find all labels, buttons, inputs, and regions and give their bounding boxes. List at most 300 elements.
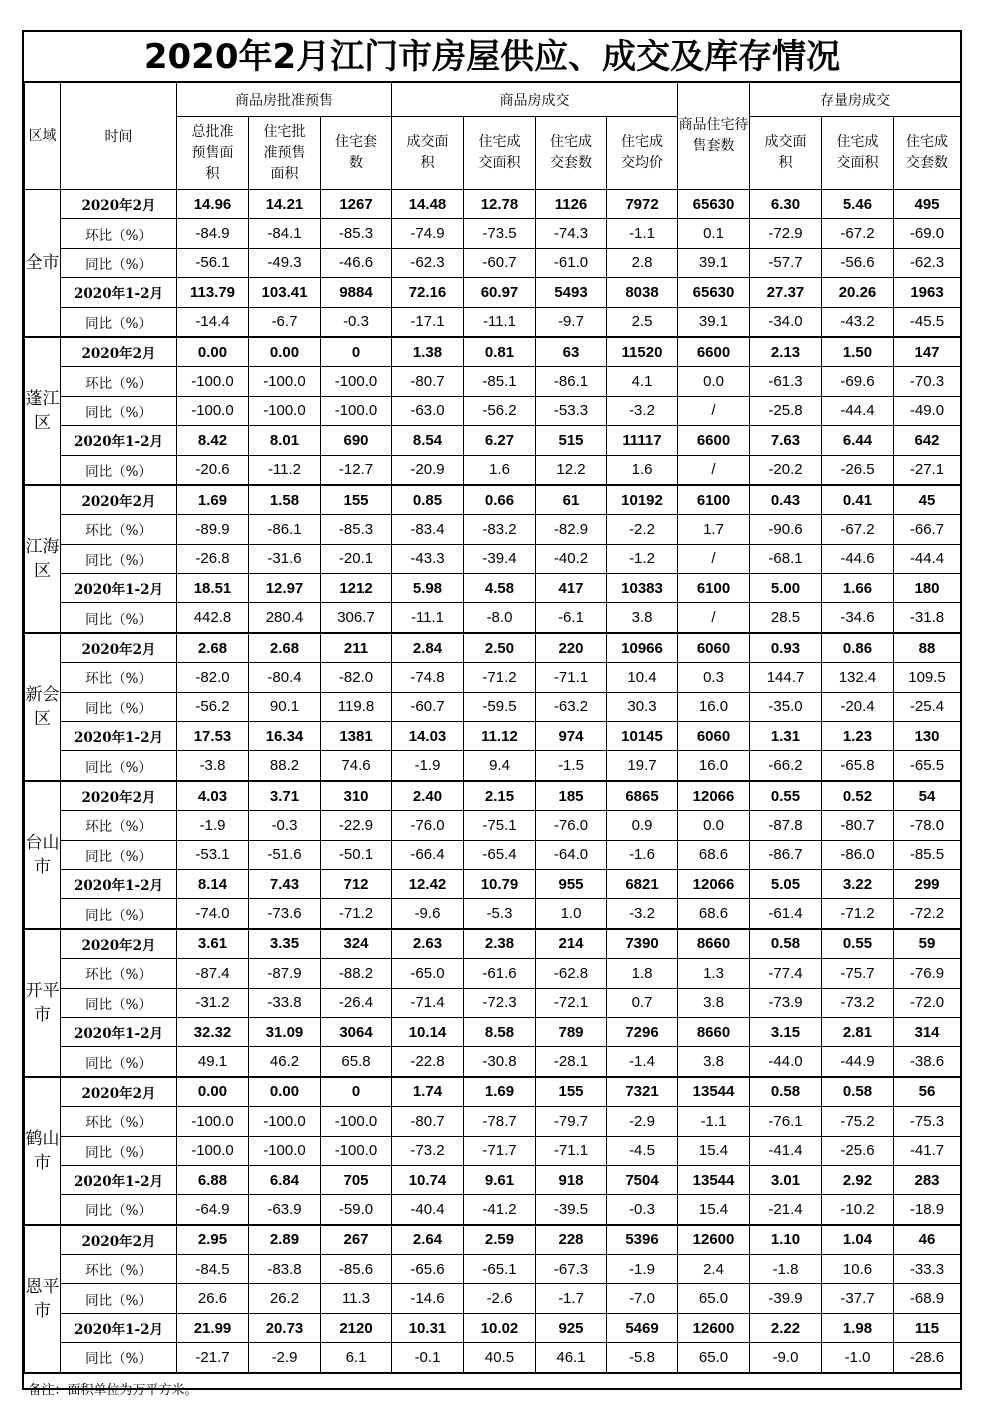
table-cell: -51.6 [249, 840, 321, 869]
table-cell: 9884 [321, 278, 392, 307]
table-cell: -61.6 [464, 959, 536, 988]
period-label: 2020年2月 [61, 781, 177, 811]
report-frame [22, 30, 962, 1399]
table-cell: -59.5 [464, 692, 536, 721]
table-cell: 2120 [321, 1313, 392, 1342]
header-col-9: 住宅成交套数 [894, 117, 961, 190]
table-cell: 214 [536, 929, 607, 959]
table-cell: -11.1 [392, 603, 464, 633]
table-cell: -44.4 [822, 396, 894, 425]
region-name: 江海区 [25, 485, 61, 633]
table-cell: 56 [894, 1077, 961, 1107]
table-cell: 1.66 [822, 574, 894, 603]
table-cell: -62.3 [894, 248, 961, 277]
table-cell: 27.37 [750, 278, 822, 307]
header-col-2: 住宅套数 [321, 117, 392, 190]
table-cell: 59 [894, 929, 961, 959]
table-cell: 10.14 [392, 1017, 464, 1046]
table-cell: 6060 [678, 722, 750, 751]
table-cell: 13544 [678, 1165, 750, 1194]
table-cell: -76.0 [392, 811, 464, 840]
table-cell: 0.1 [678, 219, 750, 248]
table-cell: 74.6 [321, 751, 392, 781]
table-cell: 0.85 [392, 485, 464, 515]
table-cell: 0.66 [464, 485, 536, 515]
table-cell: 6100 [678, 485, 750, 515]
table-row [25, 959, 961, 988]
table-cell: 324 [321, 929, 392, 959]
table-cell: -76.0 [536, 811, 607, 840]
table-cell: -86.1 [536, 367, 607, 396]
table-cell: -1.8 [750, 1255, 822, 1284]
table-cell: 8660 [678, 1017, 750, 1046]
table-cell: 10.6 [822, 1255, 894, 1284]
table-cell: 16.0 [678, 692, 750, 721]
period-label: 2020年1-2月 [61, 869, 177, 898]
table-cell: -41.4 [750, 1136, 822, 1165]
table-cell: 2.5 [607, 307, 678, 337]
table-cell: -67.2 [822, 515, 894, 544]
table-cell: 10.79 [464, 869, 536, 898]
table-cell: -74.3 [536, 219, 607, 248]
table-row [25, 485, 961, 515]
table-cell: 39.1 [678, 248, 750, 277]
table-cell: -74.8 [392, 663, 464, 692]
table-cell: 6600 [678, 426, 750, 455]
table-cell: 0.7 [607, 988, 678, 1017]
table-cell: 1126 [536, 190, 607, 219]
table-row [25, 899, 961, 929]
table-cell: 2.84 [392, 633, 464, 663]
table-cell: 417 [536, 574, 607, 603]
table-cell: 54 [894, 781, 961, 811]
table-row [25, 1225, 961, 1255]
period-label: 同比（%） [61, 692, 177, 721]
header-col-5: 住宅成交套数 [536, 117, 607, 190]
table-cell: -2.9 [607, 1107, 678, 1136]
table-cell: 4.1 [607, 367, 678, 396]
period-label: 环比（%） [61, 515, 177, 544]
table-cell: 0 [321, 1077, 392, 1107]
table-row [25, 1047, 961, 1077]
header-region: 区域 [25, 83, 61, 190]
table-row [25, 190, 961, 219]
table-cell: -67.2 [822, 219, 894, 248]
table-row [25, 1284, 961, 1313]
table-cell: -100.0 [321, 1136, 392, 1165]
header-col-6: 住宅成交均价 [607, 117, 678, 190]
table-cell: -6.7 [249, 307, 321, 337]
table-cell: -43.3 [392, 544, 464, 573]
table-cell: 7390 [607, 929, 678, 959]
table-cell: -0.3 [321, 307, 392, 337]
region-name: 恩平市 [25, 1225, 61, 1373]
table-cell: -85.1 [464, 367, 536, 396]
table-row [25, 248, 961, 277]
period-label: 同比（%） [61, 840, 177, 869]
table-cell: 0.58 [822, 1077, 894, 1107]
table-cell: -100.0 [249, 1136, 321, 1165]
table-cell: -9.0 [750, 1343, 822, 1373]
table-cell: -65.4 [464, 840, 536, 869]
footnote: 备注：面积单位为万平方米。 [28, 1383, 198, 1399]
table-cell: -72.3 [464, 988, 536, 1017]
period-label: 同比（%） [61, 988, 177, 1017]
table-row [25, 515, 961, 544]
table-cell: -39.9 [750, 1284, 822, 1313]
table-cell: -75.3 [894, 1107, 961, 1136]
table-cell: 1381 [321, 722, 392, 751]
table-cell: -68.9 [894, 1284, 961, 1313]
table-cell: -82.0 [321, 663, 392, 692]
period-label: 同比（%） [61, 603, 177, 633]
table-row [25, 367, 961, 396]
table-cell: -80.7 [392, 367, 464, 396]
table-cell: -80.7 [822, 811, 894, 840]
table-cell: -0.3 [249, 811, 321, 840]
table-cell: 1.50 [822, 337, 894, 367]
table-cell: -27.1 [894, 455, 961, 485]
table-cell: 220 [536, 633, 607, 663]
table-cell: 21.99 [177, 1313, 249, 1342]
table-cell: -69.0 [894, 219, 961, 248]
table-cell: -2.9 [249, 1343, 321, 1373]
table-cell: 1.98 [822, 1313, 894, 1342]
table-cell: -26.5 [822, 455, 894, 485]
period-label: 环比（%） [61, 1107, 177, 1136]
table-cell: -71.4 [392, 988, 464, 1017]
table-cell: -85.5 [894, 840, 961, 869]
table-cell: 14.21 [249, 190, 321, 219]
header-col-0: 总批准预售面积 [177, 117, 249, 190]
table-cell: / [678, 396, 750, 425]
table-cell: 185 [536, 781, 607, 811]
table-cell: 2.22 [750, 1313, 822, 1342]
table-cell: -73.6 [249, 899, 321, 929]
table-cell: 90.1 [249, 692, 321, 721]
table-cell: 2.68 [249, 633, 321, 663]
table-row [25, 1343, 961, 1373]
table-cell: 3.35 [249, 929, 321, 959]
table-cell: 1.6 [607, 455, 678, 485]
table-cell: 12.2 [536, 455, 607, 485]
table-cell: -2.2 [607, 515, 678, 544]
table-cell: / [678, 603, 750, 633]
table-cell: -11.2 [249, 455, 321, 485]
region-name: 新会区 [25, 633, 61, 781]
table-cell: -62.3 [392, 248, 464, 277]
table-row [25, 929, 961, 959]
period-label: 2020年1-2月 [61, 1313, 177, 1342]
table-cell: -85.3 [321, 515, 392, 544]
table-cell: -71.1 [536, 663, 607, 692]
table-cell: -86.7 [750, 840, 822, 869]
header-col-1: 住宅批准预售面积 [249, 117, 321, 190]
table-cell: -50.1 [321, 840, 392, 869]
table-cell: -71.2 [321, 899, 392, 929]
table-cell: 642 [894, 426, 961, 455]
table-row [25, 1165, 961, 1194]
table-cell: -61.3 [750, 367, 822, 396]
table-cell: 280.4 [249, 603, 321, 633]
table-cell: -69.6 [822, 367, 894, 396]
table-cell: 2.95 [177, 1225, 249, 1255]
table-cell: -7.0 [607, 1284, 678, 1313]
table-cell: 442.8 [177, 603, 249, 633]
table-cell: 8.01 [249, 426, 321, 455]
table-cell: 14.03 [392, 722, 464, 751]
table-cell: 11.12 [464, 722, 536, 751]
table-cell: 65630 [678, 190, 750, 219]
table-cell: 12600 [678, 1225, 750, 1255]
table-cell: -60.7 [464, 248, 536, 277]
table-cell: 8038 [607, 278, 678, 307]
table-cell: 45 [894, 485, 961, 515]
table-cell: 0.81 [464, 337, 536, 367]
table-cell: -26.4 [321, 988, 392, 1017]
table-row [25, 1255, 961, 1284]
note-row [25, 1373, 961, 1404]
table-cell: -64.9 [177, 1195, 249, 1225]
table-cell: 0.00 [177, 1077, 249, 1107]
table-cell: 144.7 [750, 663, 822, 692]
table-row [25, 663, 961, 692]
table-cell: 11520 [607, 337, 678, 367]
period-label: 同比（%） [61, 1195, 177, 1225]
table-row [25, 722, 961, 751]
table-cell: 6600 [678, 337, 750, 367]
table-cell: 72.16 [392, 278, 464, 307]
table-cell: -73.9 [750, 988, 822, 1017]
table-cell: 88 [894, 633, 961, 663]
table-cell: 28.5 [750, 603, 822, 633]
table-cell: -100.0 [321, 1107, 392, 1136]
table-cell: 2.89 [249, 1225, 321, 1255]
table-cell: 20.73 [249, 1313, 321, 1342]
period-label: 2020年2月 [61, 633, 177, 663]
table-cell: 8.54 [392, 426, 464, 455]
period-label: 同比（%） [61, 1343, 177, 1373]
table-cell: 1963 [894, 278, 961, 307]
table-cell: -56.6 [822, 248, 894, 277]
table-cell: 955 [536, 869, 607, 898]
table-cell: 3.15 [750, 1017, 822, 1046]
table-cell: 7972 [607, 190, 678, 219]
table-cell: -88.2 [321, 959, 392, 988]
table-cell: -39.4 [464, 544, 536, 573]
table-cell: 6.84 [249, 1165, 321, 1194]
region-name: 台山市 [25, 781, 61, 929]
table-cell: -64.0 [536, 840, 607, 869]
table-cell: -34.6 [822, 603, 894, 633]
table-cell: -53.1 [177, 840, 249, 869]
table-cell: -84.5 [177, 1255, 249, 1284]
table-cell: -84.9 [177, 219, 249, 248]
table-cell: 103.41 [249, 278, 321, 307]
table-cell: 26.6 [177, 1284, 249, 1313]
table-cell: 4.03 [177, 781, 249, 811]
table-cell: -85.6 [321, 1255, 392, 1284]
table-cell: 0.58 [750, 929, 822, 959]
table-cell: -28.6 [894, 1343, 961, 1373]
header-col-7: 成交面积 [750, 117, 822, 190]
table-cell: -45.5 [894, 307, 961, 337]
table-cell: -34.0 [750, 307, 822, 337]
table-cell: 2.81 [822, 1017, 894, 1046]
table-cell: 65.0 [678, 1343, 750, 1373]
table-cell: 6060 [678, 633, 750, 663]
table-cell: 2.68 [177, 633, 249, 663]
region-name: 全市 [25, 190, 61, 337]
table-cell: 9.61 [464, 1165, 536, 1194]
period-label: 2020年1-2月 [61, 1017, 177, 1046]
table-cell: -63.9 [249, 1195, 321, 1225]
table-cell: 918 [536, 1165, 607, 1194]
table-cell: -14.4 [177, 307, 249, 337]
table-cell: -1.5 [536, 751, 607, 781]
table-row [25, 1136, 961, 1165]
table-cell: -44.0 [750, 1047, 822, 1077]
table-cell: 2.59 [464, 1225, 536, 1255]
table-cell: 10.31 [392, 1313, 464, 1342]
period-label: 环比（%） [61, 1255, 177, 1284]
period-label: 2020年2月 [61, 1225, 177, 1255]
period-label: 同比（%） [61, 396, 177, 425]
table-cell: 314 [894, 1017, 961, 1046]
table-cell: 132.4 [822, 663, 894, 692]
table-cell: 690 [321, 426, 392, 455]
period-label: 2020年1-2月 [61, 574, 177, 603]
table-cell: 2.4 [678, 1255, 750, 1284]
table-cell: -22.8 [392, 1047, 464, 1077]
period-label: 2020年2月 [61, 1077, 177, 1107]
table-cell: 113.79 [177, 278, 249, 307]
table-cell: 14.48 [392, 190, 464, 219]
table-cell: -22.9 [321, 811, 392, 840]
table-cell: 1267 [321, 190, 392, 219]
table-cell: -61.0 [536, 248, 607, 277]
table-row [25, 396, 961, 425]
table-cell: -3.2 [607, 396, 678, 425]
table-cell: -59.0 [321, 1195, 392, 1225]
period-label: 环比（%） [61, 219, 177, 248]
table-cell: 1.58 [249, 485, 321, 515]
table-cell: 88.2 [249, 751, 321, 781]
table-cell: -46.6 [321, 248, 392, 277]
table-cell: 6.27 [464, 426, 536, 455]
table-cell: -9.7 [536, 307, 607, 337]
table-cell: -71.1 [536, 1136, 607, 1165]
period-label: 环比（%） [61, 811, 177, 840]
table-cell: 1.74 [392, 1077, 464, 1107]
header-col-4: 住宅成交面积 [464, 117, 536, 190]
table-row [25, 603, 961, 633]
table-cell: -28.1 [536, 1047, 607, 1077]
table-cell: 10192 [607, 485, 678, 515]
table-cell: -1.4 [607, 1047, 678, 1077]
table-cell: 10966 [607, 633, 678, 663]
table-cell: 8.14 [177, 869, 249, 898]
period-label: 同比（%） [61, 751, 177, 781]
table-row [25, 1313, 961, 1342]
table-cell: 1.7 [678, 515, 750, 544]
table-cell: -11.1 [464, 307, 536, 337]
period-label: 同比（%） [61, 1047, 177, 1077]
period-label: 同比（%） [61, 248, 177, 277]
table-cell: 68.6 [678, 899, 750, 929]
table-cell: 155 [321, 485, 392, 515]
table-cell: 7321 [607, 1077, 678, 1107]
table-row [25, 574, 961, 603]
table-cell: 40.5 [464, 1343, 536, 1373]
table-cell: -12.7 [321, 455, 392, 485]
table-cell: -40.2 [536, 544, 607, 573]
table-cell: 6.44 [822, 426, 894, 455]
table-cell: -100.0 [177, 396, 249, 425]
period-label: 2020年1-2月 [61, 1165, 177, 1194]
table-cell: 1.0 [536, 899, 607, 929]
table-cell: 267 [321, 1225, 392, 1255]
table-row [25, 426, 961, 455]
table-cell: 0.00 [249, 1077, 321, 1107]
table-cell: 5.98 [392, 574, 464, 603]
table-cell: 211 [321, 633, 392, 663]
region-name: 蓬江区 [25, 337, 61, 485]
table-cell: -100.0 [321, 396, 392, 425]
period-label: 同比（%） [61, 1136, 177, 1165]
table-cell: -82.9 [536, 515, 607, 544]
table-cell: 11.3 [321, 1284, 392, 1313]
table-cell: 1.38 [392, 337, 464, 367]
period-label: 2020年2月 [61, 337, 177, 367]
table-cell: 13544 [678, 1077, 750, 1107]
table-cell: -5.8 [607, 1343, 678, 1373]
region-name: 开平市 [25, 929, 61, 1077]
table-cell: -40.4 [392, 1195, 464, 1225]
table-cell: -85.3 [321, 219, 392, 248]
table-cell: -83.4 [392, 515, 464, 544]
header-col-3: 成交面积 [392, 117, 464, 190]
table-cell: 5469 [607, 1313, 678, 1342]
table-row [25, 692, 961, 721]
table-cell: 32.32 [177, 1017, 249, 1046]
table-cell: 3.61 [177, 929, 249, 959]
table-cell: -67.3 [536, 1255, 607, 1284]
table-cell: 6821 [607, 869, 678, 898]
table-cell: 12.97 [249, 574, 321, 603]
table-cell: 130 [894, 722, 961, 751]
period-label: 环比（%） [61, 959, 177, 988]
table-cell: -63.0 [392, 396, 464, 425]
period-label: 2020年2月 [61, 485, 177, 515]
table-cell: -33.3 [894, 1255, 961, 1284]
table-cell: -1.9 [607, 1255, 678, 1284]
table-cell: 65630 [678, 278, 750, 307]
table-cell: 5.46 [822, 190, 894, 219]
table-cell: 0.55 [750, 781, 822, 811]
table-cell: 10383 [607, 574, 678, 603]
table-cell: -25.6 [822, 1136, 894, 1165]
header-col-8: 住宅成交面积 [822, 117, 894, 190]
table-cell: -17.1 [392, 307, 464, 337]
table-cell: -9.6 [392, 899, 464, 929]
table-cell: -53.3 [536, 396, 607, 425]
table-cell: -63.2 [536, 692, 607, 721]
region-name: 鹤山市 [25, 1077, 61, 1225]
table-cell: 65.0 [678, 1284, 750, 1313]
table-cell: -43.2 [822, 307, 894, 337]
header-group-deal: 商品房成交 [392, 83, 678, 117]
